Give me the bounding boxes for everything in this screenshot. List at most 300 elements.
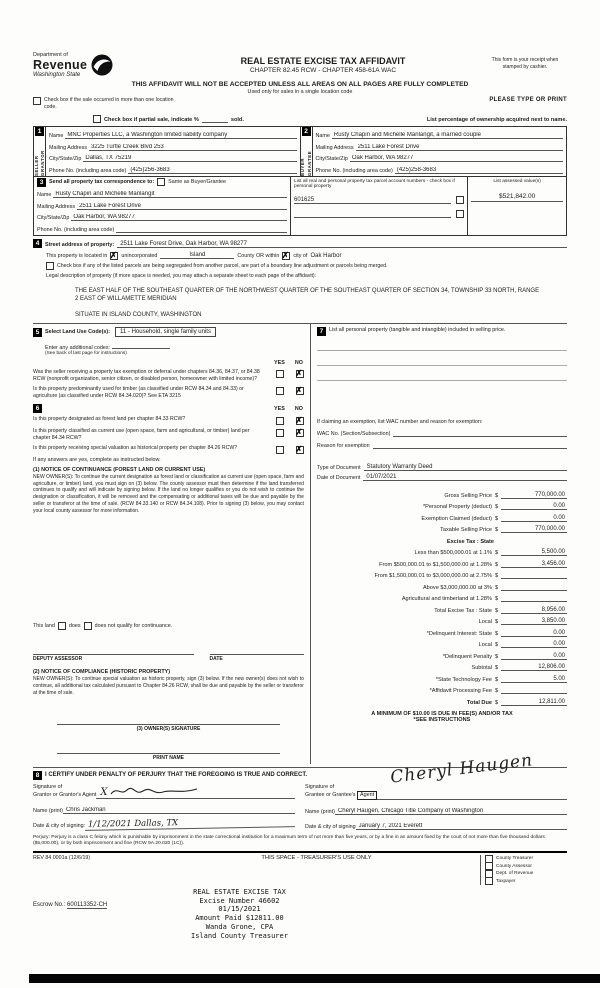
- correspondence-header: [37, 178, 287, 187]
- parcel-header: List all real and personal property tax parcel account numbers - check box if personal property: [294, 178, 455, 190]
- grantee-signature-handwriting: Cheryl Haugen: [388, 749, 534, 788]
- deputy-assessor-row: [33, 645, 304, 662]
- excise-header-label: Excise Tax : State: [446, 538, 494, 545]
- land-use-code-field[interactable]: 11 - Household, single family units: [115, 327, 216, 337]
- seller-word: SELLER: [33, 154, 39, 176]
- grantor-agent-text: Grantor or Grantor's Agent: [33, 791, 97, 798]
- copy-label: County Treasurer: [496, 856, 534, 862]
- treasurer-use-only: THIS SPACE - TREASURER'S USE ONLY: [261, 854, 372, 861]
- notice-compliance-body: NEW OWNER(S): To continue special valuation as historic property, sign (3) below. If the new owner(s) does not wish to continue, all additional tax calculated pursuant to Chapter 84.26 RCW, shall be due and payable by the seller or transferor at the time of sale.: [33, 676, 304, 696]
- dollar-sign: $: [495, 630, 499, 637]
- mid-columns: [33, 323, 567, 763]
- grantor-name-row: [33, 803, 295, 814]
- tier3-value[interactable]: [501, 578, 567, 579]
- grantee-signature-label: [305, 784, 377, 800]
- parcel-numbers-cell: [290, 177, 468, 235]
- notice-compliance-title: (2) NOTICE OF COMPLIANCE (HISTORIC PROPERTY): [33, 669, 171, 676]
- dollar-sign: $: [495, 699, 499, 706]
- yes-header: YES: [274, 405, 285, 412]
- dollar-sign: $: [495, 619, 499, 626]
- street-address-label: Street address of property:: [45, 241, 115, 248]
- escrow-label: Escrow No.:: [33, 901, 66, 908]
- assessor-date-label: DATE: [209, 656, 223, 663]
- grantor-name-field[interactable]: Chris Jackman: [63, 807, 295, 814]
- grantee-signature-line[interactable]: [377, 785, 567, 800]
- total-excise-state-value[interactable]: 8,956.00: [501, 607, 567, 614]
- section-7-badge: 7: [317, 327, 326, 336]
- seller-name-field[interactable]: MNC Properties LLC, a Washington limited liability company: [65, 132, 296, 139]
- agricultural-value[interactable]: [501, 601, 567, 602]
- document-type-row: [317, 464, 567, 471]
- no-header: NO: [294, 405, 303, 412]
- wac-row: [317, 429, 567, 437]
- unincorporated-checkbox[interactable]: [110, 252, 118, 260]
- tier3-rate-row: [317, 568, 567, 580]
- section-1-badge: 1: [35, 127, 44, 136]
- segregated-label: Check box if any of the listed parcels are being segregated from another parcel, are part of a boundary line adjustment or parcels being merged.: [57, 262, 388, 269]
- street-address-field[interactable]: 2511 Lake Forest Drive, Oak Harbor, WA 98277: [117, 241, 567, 248]
- row-label: From $1,500,000.01 to $3,000,000.00 at 2.75%: [374, 573, 492, 580]
- row-label: Taxable Selling Price: [440, 527, 492, 534]
- form-chapter: CHAPTER 82.45 RCW - CHAPTER 458-61A WAC: [249, 67, 397, 74]
- tier2-rate-row: [317, 556, 567, 568]
- seller-vertical-label: [34, 136, 45, 176]
- deputy-assessor-signature-line[interactable]: [33, 645, 194, 655]
- historical-property-question: [33, 445, 304, 454]
- does-not-label: does not qualify for continuance.: [94, 623, 173, 630]
- personal-property-line[interactable]: [317, 336, 567, 351]
- this-land-label: This land: [33, 623, 55, 630]
- multi-location-option: [33, 97, 183, 111]
- dollar-sign: $: [495, 504, 499, 511]
- personal-property-deduct-row: [317, 499, 567, 511]
- personal-property-deduct-value[interactable]: 0.00: [501, 503, 567, 510]
- delinquent-interest-state-value[interactable]: 0.00: [501, 630, 567, 637]
- name-print-label: Name (print): [33, 807, 63, 814]
- no-checkbox[interactable]: [296, 370, 304, 378]
- stamp-office: Island County Treasurer: [191, 931, 288, 940]
- no-checkbox[interactable]: [296, 429, 304, 437]
- delinquent-penalty-row: [317, 648, 567, 660]
- footer-top-row: [33, 853, 567, 885]
- spacer: [317, 449, 567, 461]
- street-address-row: [33, 239, 567, 248]
- stamp-signer: Wanda Grone, CPA: [205, 922, 274, 931]
- correspondence-csz-field[interactable]: Oak Harbor, WA 98277: [71, 214, 287, 221]
- state-technology-fee-row: [317, 671, 567, 683]
- section-6-badge: 6: [33, 404, 42, 413]
- notice-continuance-title: (1) NOTICE OF CONTINUANCE (FOREST LAND OR CURRENT USE): [33, 466, 206, 473]
- parties-section: [33, 126, 567, 177]
- grantor-signature-block: [33, 784, 305, 830]
- send-correspondence-label: Send all property tax correspondence to:: [49, 179, 155, 185]
- personal-property-checkbox[interactable]: [456, 210, 464, 218]
- deputy-assessor-label: DEPUTY ASSESSOR: [33, 656, 83, 663]
- seller-address-label: Mailing Address: [49, 144, 88, 151]
- grantee-date-row: [305, 819, 567, 830]
- wac-field[interactable]: [393, 429, 567, 437]
- row-label: *Affidavit Processing Fee: [429, 688, 492, 695]
- parcel-number-blank[interactable]: [294, 217, 451, 218]
- state-technology-fee-value[interactable]: 5.00: [501, 676, 567, 683]
- tier1-value[interactable]: 5,500.00: [501, 549, 567, 556]
- taxable-selling-price-value[interactable]: 770,000.00: [501, 526, 567, 533]
- see-back-note: (See back of last page for instructions): [45, 351, 127, 357]
- dor-logo-text: [33, 52, 87, 78]
- buyer-address-field[interactable]: 2511 Lake Forest Drive: [356, 144, 563, 151]
- document-date-field[interactable]: 01/07/2021: [363, 474, 567, 481]
- correspondence-csz-row: [37, 210, 287, 222]
- row-label: Exemption Claimed (deduct): [421, 515, 492, 522]
- reason-field[interactable]: [373, 441, 567, 449]
- same-as-buyer-label: Same as Buyer/Grantee: [168, 179, 226, 185]
- dollar-sign: $: [495, 573, 499, 580]
- partial-percent-blank[interactable]: [202, 115, 228, 123]
- document-type-field[interactable]: Statutory Warranty Deed: [364, 464, 567, 471]
- see-instructions-note: *SEE INSTRUCTIONS: [413, 716, 471, 723]
- partial-sale-checkbox[interactable]: [93, 115, 101, 123]
- right-column: [311, 324, 567, 763]
- question-text: Is this property predominantly used for timber (as classified under RCW 84.34 and 84.33) or agriculture (as classified under RCW 84.34.020)? See ETA 3215: [33, 385, 244, 399]
- buyer-name-field[interactable]: Rusty Chapin and Michelle Manlangit, a married couple: [332, 132, 563, 139]
- row-label: Subtotal: [471, 665, 492, 672]
- question-checkboxes: [276, 445, 304, 454]
- tax-correspondence-section: [33, 177, 567, 236]
- assessed-value-field[interactable]: $521,842.00: [471, 193, 563, 202]
- no-checkbox[interactable]: [296, 387, 304, 395]
- print-name-cell: [57, 744, 280, 761]
- name-print-label: Name (print): [305, 808, 335, 815]
- owner-signature-cell: [57, 715, 280, 732]
- local-excise-row: [317, 614, 567, 626]
- dor-logo: [33, 52, 163, 78]
- signature-of-text: Signature of: [33, 784, 63, 791]
- dollar-sign: $: [495, 676, 499, 683]
- subtotal-value[interactable]: 12,806.00: [501, 664, 567, 671]
- correspondence-name-field[interactable]: Rusty Chapin and Michelle Manlangit: [53, 191, 287, 198]
- correspondence-name-row: [37, 187, 287, 199]
- grantee-name-field[interactable]: Cheryl Haugen, Chicago Title Company of Washington: [335, 808, 567, 815]
- additional-codes-blank[interactable]: [112, 341, 170, 349]
- personal-property-label: List all personal property (tangible and intangible) included in selling price.: [328, 327, 506, 334]
- tier4-value[interactable]: [501, 590, 567, 591]
- yes-checkbox[interactable]: [276, 370, 284, 378]
- seller-section: [34, 127, 300, 176]
- multi-location-label: Check box if the sale occurred in more than one location code.: [44, 97, 174, 110]
- question-text: Is this property classified as current use (open space, farm and agricultural, or timber) land per chapter 84.34 RCW?: [33, 428, 250, 442]
- legal-description-label: Legal description of property (if more space is needed, you may attach a separate sheet to each page of the affidavit):: [46, 272, 317, 279]
- parcel-number-field[interactable]: 601625: [294, 197, 451, 204]
- correspondence-address-field[interactable]: 2511 Lake Forest Drive: [77, 203, 287, 210]
- row-label: Agricultural and timberland at 1.28%: [401, 596, 492, 603]
- copy-option: [485, 862, 567, 870]
- personal-property-checkbox[interactable]: [456, 196, 464, 204]
- correspondence-csz-label: City/State/Zip: [37, 215, 70, 221]
- receipt-note: This form is your receipt when stamped by cashier.: [491, 57, 559, 70]
- tier4-rate-row: [317, 579, 567, 591]
- delinquent-interest-local-value[interactable]: 0.00: [501, 641, 567, 648]
- row-label: Above $3,000,000.00 at 3%: [422, 584, 492, 591]
- seller-address-field[interactable]: 3225 Turtle Creek Blvd 253: [89, 144, 296, 151]
- print-name-line[interactable]: [57, 744, 280, 754]
- stamp-title: REAL ESTATE EXCISE TAX: [193, 887, 286, 896]
- minimum-due-note: A MINIMUM OF $10.00 IS DUE IN FEE(S) AND/OR TAX: [371, 710, 513, 717]
- row-label: *Delinquent Interest: State: [426, 630, 492, 637]
- if-yes-note: If any answers are yes, complete as instructed below.: [33, 456, 161, 463]
- city-checkbox[interactable]: [282, 252, 290, 260]
- seller-phone-label: Phone No. (including area code): [49, 167, 127, 174]
- dollar-sign: $: [495, 607, 499, 614]
- buyer-word: BUYER: [300, 157, 306, 176]
- owner-signature-label: (3) OWNER(S) SIGNATURE: [136, 725, 201, 732]
- city-field[interactable]: Oak Harbor: [310, 252, 342, 259]
- seller-csz-label: City/State/Zip: [49, 156, 82, 162]
- buyer-csz-row: [316, 151, 564, 163]
- footer-bottom-row: [33, 888, 567, 941]
- section-3-badge: 3: [37, 178, 46, 187]
- seller-address-row: [49, 139, 297, 151]
- buyer-phone-row: [316, 162, 564, 174]
- certify-statement: I CERTIFY UNDER PENALTY OF PERJURY THAT THE FOREGOING IS TRUE AND CORRECT.: [45, 772, 308, 779]
- correspondence-fields: [34, 177, 290, 235]
- dollar-sign: $: [495, 492, 499, 499]
- correspondence-address-row: [37, 198, 287, 210]
- located-in-label: This property is located in: [46, 252, 108, 259]
- exemption-claimed-value[interactable]: 0.00: [501, 515, 567, 522]
- please-type-or-print: PLEASE TYPE OR PRINT: [489, 97, 567, 103]
- grantor-signature-label: [33, 784, 96, 798]
- correspondence-phone-row: [37, 221, 287, 233]
- buyer-vertical-label: [300, 136, 311, 176]
- affidavit-processing-fee-value[interactable]: [501, 693, 567, 694]
- buyer-name-label: Name: [315, 133, 330, 139]
- no-checkbox[interactable]: [296, 417, 304, 425]
- question-text: Is this property designated as forest land per chapter 84.33 RCW?: [33, 416, 186, 423]
- spacer: [33, 514, 304, 622]
- yes-checkbox[interactable]: [276, 446, 284, 454]
- designation-section-row: [33, 404, 304, 413]
- county-field[interactable]: Island: [160, 252, 234, 259]
- ownership-percentage-note: List percentage of ownership acquired next to name.: [426, 116, 567, 123]
- row-label: Local: [478, 619, 492, 626]
- parcel-row: [294, 208, 464, 218]
- total-due-row: [317, 694, 567, 706]
- buyer-address-row: [316, 139, 564, 151]
- copy-label: County Assessor: [496, 863, 532, 869]
- personal-property-line[interactable]: [317, 351, 567, 366]
- owner-signature-row: [33, 715, 304, 732]
- taxpayer-checkbox[interactable]: [485, 877, 493, 885]
- segregated-checkbox[interactable]: [46, 262, 54, 270]
- dollar-sign: $: [495, 665, 499, 672]
- assessor-date-line[interactable]: [210, 645, 304, 655]
- yes-checkbox[interactable]: [276, 429, 284, 437]
- reason-label: Reason for exemption: [316, 443, 370, 450]
- seller-fields: [46, 127, 300, 176]
- unincorporated-label: unincorporated: [121, 252, 158, 259]
- row-label: Total Excise Tax : State: [434, 607, 492, 614]
- treasurer-footer: [33, 851, 567, 941]
- does-label: does: [68, 623, 81, 630]
- escrow-value: 600113352-CH: [67, 901, 108, 908]
- grantee-agent-prefix: Grantee or Grantee's: [305, 791, 356, 798]
- owner-signature-line[interactable]: [57, 715, 280, 725]
- dollar-sign: $: [495, 642, 499, 649]
- grantee-name-row: [305, 804, 567, 815]
- location-row: [46, 252, 567, 260]
- agent-boxed-word: Agent: [357, 791, 377, 800]
- tax-computation-table: [317, 487, 567, 706]
- print-name-label: PRINT NAME: [152, 754, 185, 761]
- tier1-rate-row: [317, 545, 567, 557]
- delinquent-penalty-value[interactable]: 0.00: [501, 653, 567, 660]
- yes-checkbox[interactable]: [276, 417, 284, 425]
- partial-sold-label: sold.: [230, 116, 244, 123]
- dollar-sign: $: [495, 596, 499, 603]
- question-checkboxes: [276, 416, 304, 425]
- form-number: REV 84 0001a (12/6/19): [33, 854, 91, 861]
- buyer-phone-label: Phone No. (including area code): [315, 167, 393, 174]
- seller-csz-field[interactable]: Dallas, TX 75219: [83, 155, 296, 162]
- yes-no-header: [33, 360, 304, 366]
- assessed-value-cell: [468, 177, 566, 235]
- row-label: Less than $500,000.01 at 1.1%: [414, 550, 492, 557]
- grantor-signature-area: [33, 784, 295, 799]
- legal-description-text: THE EAST HALF OF THE SOUTHEAST QUARTER OF THE NORTHWEST QUARTER OF THE SOUTHEAST QUARTER OF SECTION 34, TOWNSHIP 33 NORTH, RANGE 2 EAST OF WILLAMETTE MERIDIAN: [75, 287, 540, 302]
- partial-sale-label: Check box if partial sale, indicate %: [104, 116, 199, 123]
- deputy-assessor-cell: [33, 645, 194, 662]
- yes-checkbox[interactable]: [276, 387, 284, 395]
- grantee-signature-area: [305, 784, 567, 800]
- agricultural-rate-row: [317, 591, 567, 603]
- no-checkbox[interactable]: [296, 446, 304, 454]
- row-label: Gross Selling Price: [444, 492, 492, 499]
- grantor-signature-line[interactable]: [96, 784, 295, 799]
- copy-label: Taxpayer: [496, 878, 516, 884]
- dept-of-text: Department of: [33, 52, 68, 58]
- exemption-note: If claiming an exemption, list WAC number and reason for exemption:: [316, 419, 483, 426]
- tier2-value[interactable]: 3,456.00: [501, 561, 567, 568]
- dollar-sign: $: [495, 527, 499, 534]
- date-city-label: Date & city of signing: [305, 823, 356, 830]
- perjury-statement: Perjury: Perjury is a class C felony which is punishable by imprisonment in the state correctional institution for a maximum term of not more than five years, or by a fine in an amount fixed by the court of not more than five thousand dollars ($5,000.00), or by both imprisonment and fine (RCW 9A.20.020 (1C)).: [33, 834, 545, 847]
- assessed-value-header: List assessed value(s): [493, 178, 541, 184]
- partial-sale-option: [93, 115, 244, 123]
- buyer-phone-field[interactable]: (425)258-3683: [395, 167, 563, 174]
- does-not-checkbox[interactable]: [84, 622, 92, 630]
- personal-property-line[interactable]: [317, 366, 567, 381]
- signature-columns: [33, 784, 567, 830]
- question-checkboxes: [276, 386, 304, 400]
- acceptance-warning: THIS AFFIDAVIT WILL NOT BE ACCEPTED UNLESS ALL AREAS ON ALL PAGES ARE FULLY COMPLETED: [131, 81, 469, 88]
- section-5-badge: 5: [33, 328, 42, 337]
- reason-row: [317, 441, 567, 449]
- correspondence-phone-label: Phone No. (including area code): [37, 226, 115, 233]
- print-name-row: [33, 744, 304, 761]
- exemption-claimed-row: [317, 510, 567, 522]
- seller-phone-row: [49, 162, 297, 174]
- gross-selling-price-value[interactable]: 770,000.00: [501, 492, 567, 499]
- dept-name-text: Revenue: [33, 58, 88, 72]
- signature-of-text: Signature of: [305, 783, 335, 790]
- document-date-row: [317, 474, 567, 481]
- multi-location-checkbox[interactable]: [33, 97, 41, 105]
- grantee-date-field[interactable]: January 7, 2021 Everett: [356, 823, 567, 830]
- top-options-row: [33, 97, 567, 111]
- section-8-badge: 8: [33, 771, 42, 780]
- buyer-csz-field[interactable]: Oak Harbor, WA 98277: [350, 155, 563, 162]
- grantor-signature-scribble: [109, 784, 201, 798]
- delinquent-interest-state-row: [317, 625, 567, 637]
- dollar-sign: $: [495, 688, 499, 695]
- grantor-word: GRANTOR: [40, 149, 45, 176]
- county-or-within-label: County OR within: [237, 252, 280, 259]
- personal-property-row: [317, 327, 567, 336]
- total-excise-state-row: [317, 602, 567, 614]
- date-city-label: Date & city of signing:: [33, 822, 86, 829]
- form-body: [33, 52, 567, 940]
- segregated-row: [46, 262, 567, 270]
- single-location-note: Used only for sales in a single location code: [247, 89, 353, 95]
- total-due-value[interactable]: 12,811.00: [501, 699, 567, 706]
- dollar-sign: $: [495, 550, 499, 557]
- does-checkbox[interactable]: [58, 622, 66, 630]
- notice-continuance-body: NEW OWNER(S): To continue the current designation as forest land or classification as current use (open space, farm and agriculture, or timber) land, you must sign on (3) below. The county assessor must then determine if the land transferred continues to qualify and will indicate by signing below. If the land no longer qualifies or you do not wish to continue the designation or classification, it will be removed and the compensating or additional taxes will be due and payable by the seller or transferor at the time of sale. (RCW 84.33.140 or RCW 84.34.108). Prior to signing (3) below, you may contact your local county assessor for more information.: [33, 473, 304, 514]
- yes-header: YES: [274, 360, 285, 367]
- yes-no-header: [45, 406, 304, 412]
- dollar-sign: $: [495, 515, 499, 522]
- copy-option: [485, 877, 567, 885]
- dollar-sign: $: [495, 561, 499, 568]
- buyer-address-label: Mailing Address: [315, 144, 354, 151]
- grantee-agent-text: [305, 791, 377, 800]
- question-text: Is this property receiving special valuation as historical property per chapter 84.26 RCW?: [33, 444, 238, 451]
- document-date-label: Date of Document: [316, 475, 361, 482]
- escrow-number: [33, 888, 163, 941]
- dollar-sign: $: [495, 653, 499, 660]
- seller-name-label: Name: [49, 133, 64, 139]
- partial-sale-row: [33, 115, 567, 123]
- buyer-fields: [313, 127, 567, 176]
- continuance-qualify-row: [33, 622, 304, 630]
- grantee-signature-block: [305, 784, 567, 830]
- assessor-date-cell: [210, 645, 304, 662]
- copy-option: [485, 870, 567, 878]
- correspondence-phone-field[interactable]: [116, 232, 287, 233]
- grantor-date-field[interactable]: 1/12/2021 Dallas, TX: [85, 816, 295, 831]
- additional-codes-label: Enter any additional codes:: [45, 345, 111, 352]
- excise-tax-state-header: [317, 533, 567, 545]
- grantee-word: GRANTEE: [306, 150, 312, 176]
- row-label: Total Due: [466, 699, 492, 706]
- form-header: [33, 52, 567, 78]
- same-as-buyer-checkbox[interactable]: [157, 178, 165, 186]
- correspondence-name-label: Name: [37, 192, 52, 198]
- treasurer-stamp: [191, 888, 288, 941]
- buyer-section: [300, 127, 567, 176]
- seller-side-strip: [34, 127, 46, 176]
- delinquent-interest-local-row: [317, 637, 567, 649]
- current-use-question: [33, 428, 304, 442]
- row-label: *Delinquent Penalty: [442, 653, 492, 660]
- dept-state-text: Washington State: [33, 72, 81, 78]
- parcel-row: [294, 194, 464, 204]
- form-title: REAL ESTATE EXCISE TAX AFFIDAVIT: [240, 56, 406, 66]
- seller-phone-field[interactable]: (425)256-3683: [128, 167, 296, 174]
- forest-land-question: [33, 416, 304, 425]
- subtotal-row: [317, 660, 567, 672]
- local-excise-value[interactable]: 3,850.00: [501, 618, 567, 625]
